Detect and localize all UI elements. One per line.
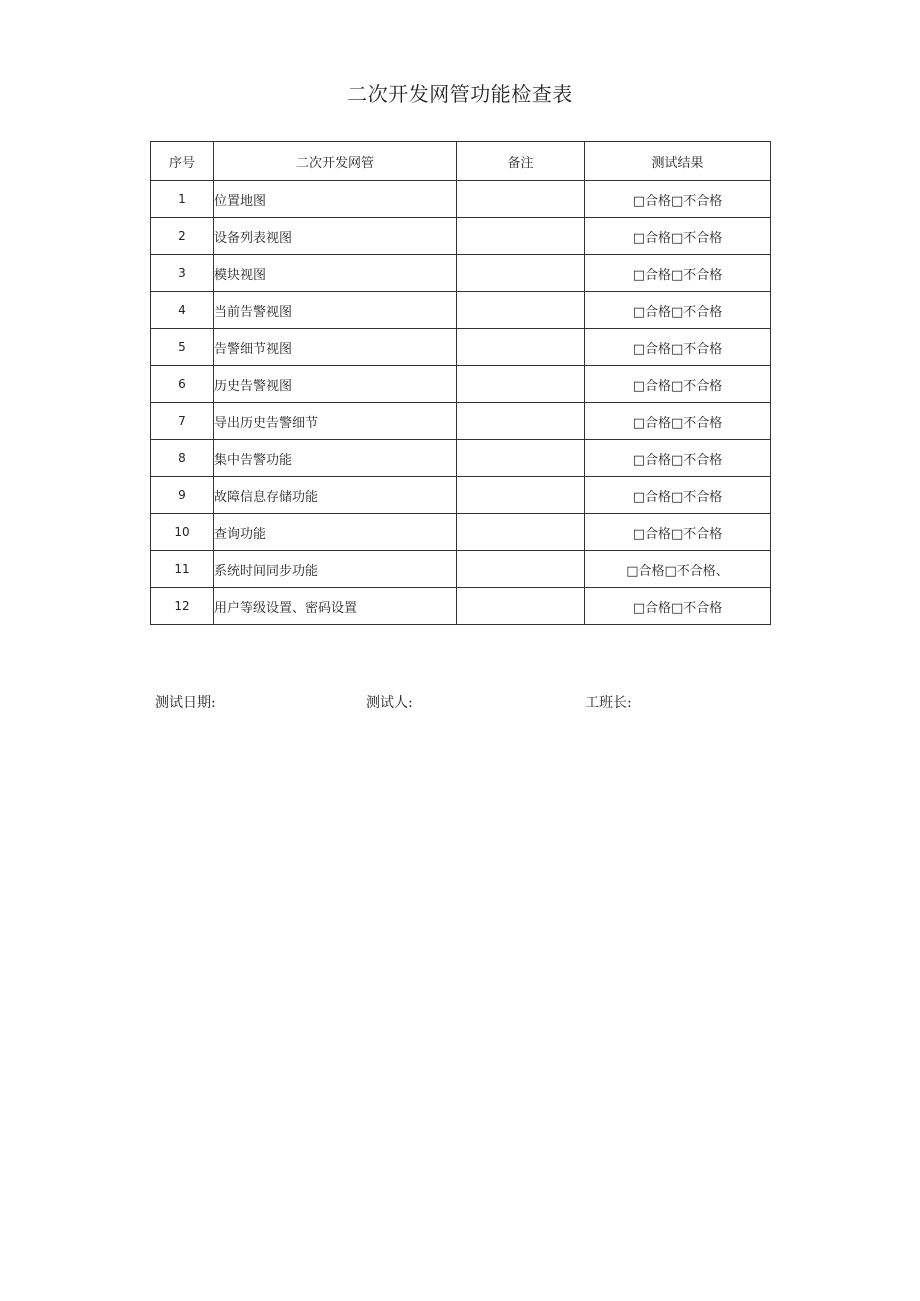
row-remark[interactable] <box>457 366 585 403</box>
row-item-name: 查询功能 <box>214 514 457 551</box>
header-item-name: 二次开发网管 <box>214 142 457 181</box>
row-remark[interactable] <box>457 477 585 514</box>
row-item-name: 历史告警视图 <box>214 366 457 403</box>
header-test-result: 测试结果 <box>585 142 771 181</box>
row-test-result[interactable]: □合格□不合格 <box>585 588 771 625</box>
row-test-result[interactable]: □合格□不合格 <box>585 292 771 329</box>
row-item-name: 导出历史告警细节 <box>214 403 457 440</box>
row-remark[interactable] <box>457 403 585 440</box>
row-serial-no: 5 <box>151 329 214 366</box>
table-row <box>151 366 771 403</box>
table-row <box>151 255 771 292</box>
table-row <box>151 514 771 551</box>
row-remark[interactable] <box>457 329 585 366</box>
foreman-label: 工班长: <box>585 695 632 711</box>
row-test-result[interactable]: □合格□不合格、 <box>585 551 771 588</box>
row-serial-no: 2 <box>151 218 214 255</box>
row-serial-no: 8 <box>151 440 214 477</box>
row-serial-no: 10 <box>151 514 214 551</box>
row-remark[interactable] <box>457 440 585 477</box>
row-item-name: 当前告警视图 <box>214 292 457 329</box>
row-serial-no: 4 <box>151 292 214 329</box>
row-remark[interactable] <box>457 181 585 218</box>
row-test-result[interactable]: □合格□不合格 <box>585 366 771 403</box>
row-serial-no: 3 <box>151 255 214 292</box>
table-row <box>151 588 771 625</box>
row-item-name: 集中告警功能 <box>214 440 457 477</box>
row-remark[interactable] <box>457 514 585 551</box>
table-row <box>151 477 771 514</box>
table-row <box>151 181 771 218</box>
header-remark: 备注 <box>457 142 585 181</box>
table-row <box>151 403 771 440</box>
row-serial-no: 7 <box>151 403 214 440</box>
row-serial-no: 6 <box>151 366 214 403</box>
row-serial-no: 1 <box>151 181 214 218</box>
row-remark[interactable] <box>457 588 585 625</box>
row-item-name: 告警细节视图 <box>214 329 457 366</box>
row-item-name: 用户等级设置、密码设置 <box>214 588 457 625</box>
page-title: 二次开发网管功能检查表 <box>347 82 573 106</box>
row-test-result[interactable]: □合格□不合格 <box>585 329 771 366</box>
row-test-result[interactable]: □合格□不合格 <box>585 477 771 514</box>
row-test-result[interactable]: □合格□不合格 <box>585 181 771 218</box>
row-remark[interactable] <box>457 255 585 292</box>
row-serial-no: 12 <box>151 588 214 625</box>
row-item-name: 模块视图 <box>214 255 457 292</box>
row-item-name: 故障信息存储功能 <box>214 477 457 514</box>
row-remark[interactable] <box>457 218 585 255</box>
row-serial-no: 9 <box>151 477 214 514</box>
table-row <box>151 551 771 588</box>
row-serial-no: 11 <box>151 551 214 588</box>
row-test-result[interactable]: □合格□不合格 <box>585 403 771 440</box>
row-test-result[interactable]: □合格□不合格 <box>585 514 771 551</box>
test-date-label: 测试日期: <box>155 695 216 711</box>
table-row <box>151 218 771 255</box>
row-test-result[interactable]: □合格□不合格 <box>585 255 771 292</box>
row-item-name: 系统时间同步功能 <box>214 551 457 588</box>
table-row <box>151 440 771 477</box>
row-item-name: 设备列表视图 <box>214 218 457 255</box>
table-header-row <box>151 142 771 181</box>
table-row <box>151 292 771 329</box>
row-item-name: 位置地图 <box>214 181 457 218</box>
tester-label: 测试人: <box>366 695 413 711</box>
row-test-result[interactable]: □合格□不合格 <box>585 440 771 477</box>
table-row <box>151 329 771 366</box>
row-test-result[interactable]: □合格□不合格 <box>585 218 771 255</box>
row-remark[interactable] <box>457 551 585 588</box>
row-remark[interactable] <box>457 292 585 329</box>
header-serial-no: 序号 <box>151 142 214 181</box>
check-table <box>150 141 771 625</box>
